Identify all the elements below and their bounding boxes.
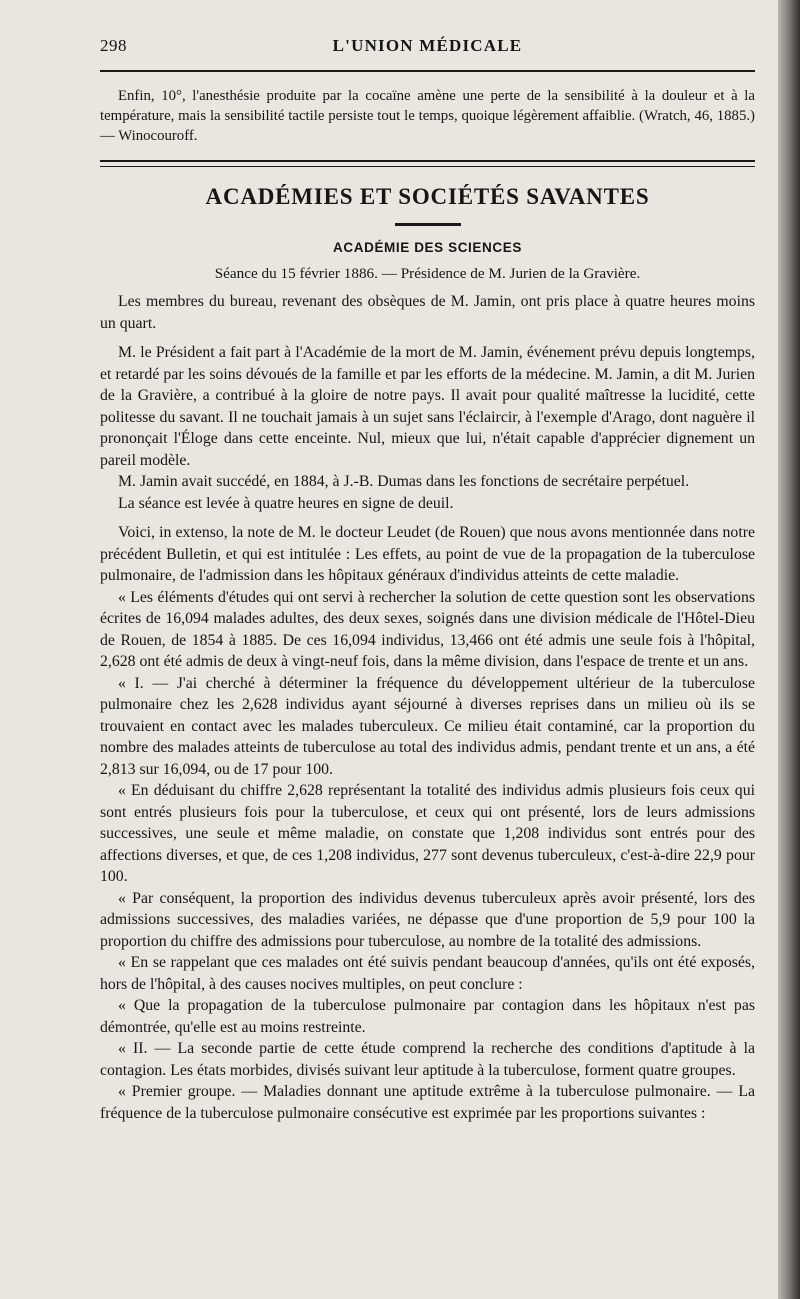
title-underline: [395, 223, 461, 226]
paragraph: « Que la propagation de la tuberculose pulmonaire par contagion dans les hôpitaux n'est pas démontrée, qu'elle est au moins restreinte.: [100, 997, 755, 1036]
paragraph: « II. — La seconde partie de cette étude comprend la recherche des conditions d'aptitude à la contagion. Les états morbides, divisés suivant leur aptitude à la tuberculose, forment quatre groupes.: [100, 1040, 755, 1079]
page-number: 298: [100, 36, 127, 55]
intro-paragraph: Enfin, 10°, l'anesthésie produite par la cocaïne amène une perte de la sensibilité à la douleur et à la température, mais la sensibilité tactile persiste tout le temps, quoique légèrement affaiblie. (Wratch, 46, 1885.) — Winocouroff.: [100, 88, 755, 144]
section-title: ACADÉMIES ET SOCIÉTÉS SAVANTES: [205, 184, 650, 209]
paragraph: Les membres du bureau, revenant des obsèques de M. Jamin, ont pris place à quatre heures moins un quart.: [100, 293, 755, 332]
paragraph: « Par conséquent, la proportion des individus devenus tuberculeux après avoir présenté, lors des admissions successives, des maladies variées, ne dépasse que d'une proportion de 5,9 pour 100 la proportion du chiffre des admissions pour tuberculose, au nombre de la totalité des admissions.: [100, 889, 755, 950]
paragraph: M. Jamin avait succédé, en 1884, à J.-B. Dumas dans les fonctions de secrétaire perpétuel.: [118, 473, 690, 490]
paragraph: Voici, in extenso, la note de M. le docteur Leudet (de Rouen) que nous avons mentionnée dans notre précédent Bulletin, et qui est intitulée : Les effets, au point de vue de la propagation de la tuberculose pulmonaire, de l'admission dans les hôpitaux généraux d'individus atteints de cette maladie.: [100, 524, 755, 584]
header-rule: [100, 70, 755, 72]
paragraph: « Premier groupe. — Maladies donnant une aptitude extrême à la tuberculose pulmonaire. — La fréquence de la tuberculose pulmonaire consécutive est exprimée par les proportions suivantes :: [100, 1083, 755, 1122]
section-divider: [100, 160, 755, 167]
paragraph: « I. — J'ai cherché à déterminer la fréquence du développement ultérieur de la tuberculose pulmonaire chez les 2,628 individus ayant séjourné à diverses reprises dans un milieu où ils se trouvaient en contact avec les malades tuberculeux. Ce milieu était contaminé, car la proportion du nombre des malades atteints de tuberculose au total des individus admis, pendant trente et un ans, a été 2,813 sur 16,094, ou de 17 pour 100.: [100, 674, 755, 778]
session-line: Séance du 15 février 1886. — Présidence de M. Jurien de la Gravière.: [214, 265, 641, 282]
paragraph: La séance est levée à quatre heures en signe de deuil.: [118, 494, 454, 512]
paragraph: « En déduisant du chiffre 2,628 représentant la totalité des individus admis plusieurs fois ceux qui sont entrés plusieurs fois pour la tuberculose, et ceux qui ont présenté, lors de leurs admissions successives, une seule et même maladie, on constate que 1,208 individus sont entrés pour des affections diverses, et que, de ces 1,208 individus, 277 sont devenus tuberculeux, c'est-à-dire 22,9 pour 100.: [100, 782, 755, 885]
paragraph: « En se rappelant que ces malades ont été suivis pendant beaucoup d'années, qu'ils ont été exposés, hors de l'hôpital, à des causes nocives multiples, on peut conclure :: [100, 954, 755, 993]
paragraph: « Les éléments d'études qui ont servi à rechercher la solution de cette question sont les observations écrites de 16,094 malades adultes, des deux sexes, soignés dans une division médicale de l'Hôtel-Dieu de Rouen, de 1854 à 1885. De ces 16,094 individus, 13,466 ont été admis une seule fois à l'hôpital, 2,628 ont été admis de deux à vingt-neuf fois, dans la même division, dans l'espace de trente et un ans.: [100, 588, 755, 670]
running-head: [100, 30, 755, 60]
academy-heading: ACADÉMIE DES SCIENCES: [333, 240, 522, 255]
journal-title: L'UNION MÉDICALE: [332, 36, 523, 55]
page: [100, 30, 755, 1124]
paragraph: M. le Président a fait part à l'Académie de la mort de M. Jamin, événement prévu depuis longtemps, et retardé par les soins dévoués de la famille et par les efforts de la médecine. M. Jamin, a dit M. Jurien de la Gravière, a contribué à la gloire de notre pays. Il avait pour qualité maîtresse la lucidité, cette politesse du savant. Il ne touchait jamais à un sujet sans l'éclaircir, à l'exemple d'Arago, dont naguère il prononçait l'Éloge dans cette enceinte. Nul, mieux que lui, n'était capable d'apprécier dignement un pareil modèle.: [100, 344, 755, 469]
book-spine-shadow: [778, 0, 800, 1299]
